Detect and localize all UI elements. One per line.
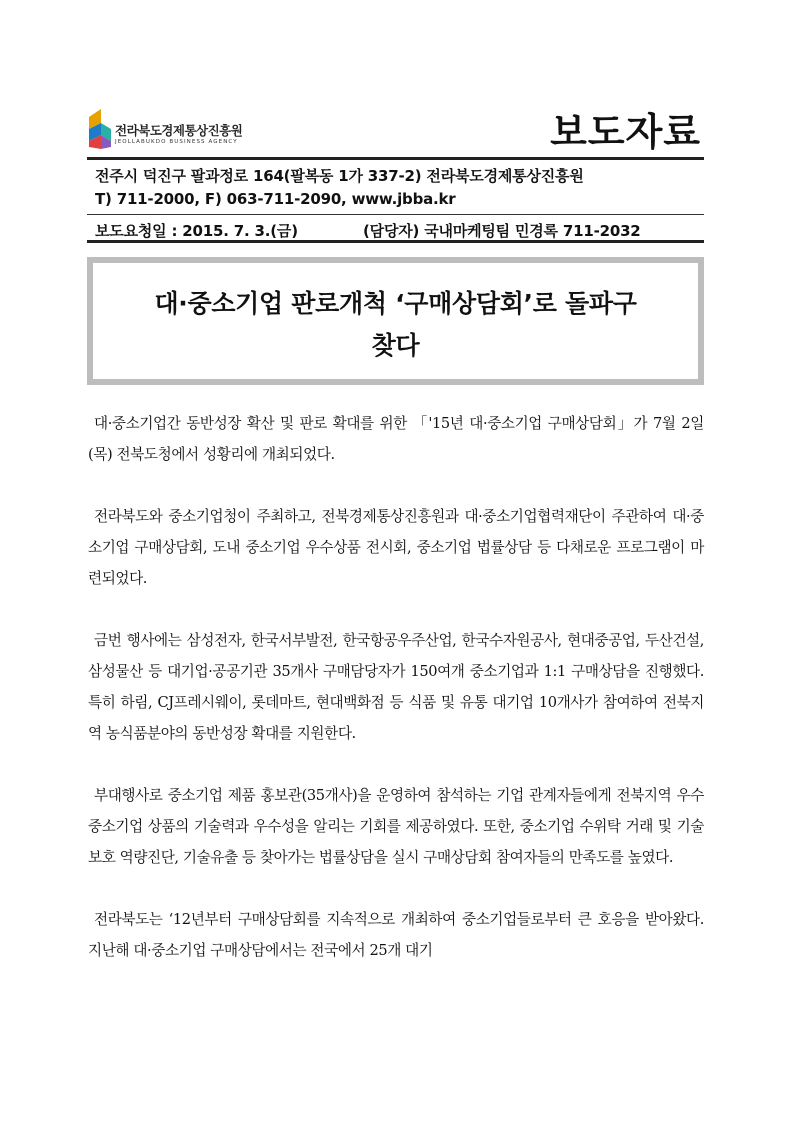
- agency-logo: [87, 107, 287, 155]
- contact-person: (담당자) 국내마케팅팀 민경록 711-2032: [363, 222, 641, 240]
- headline-box: [87, 257, 704, 385]
- paragraph: 대·중소기업간 동반성장 확산 및 판로 확대를 위한 「'15년 대·중소기업 구매상담회」가 7월 2일(목) 전북도청에서 성황리에 개최되었다.: [88, 415, 704, 463]
- headline-line-1: 대·중소기업 판로개척 ‘구매상담회’로 돌파구: [154, 289, 637, 318]
- contact-divider: [87, 214, 704, 215]
- address-line: 전주시 덕진구 팔과정로 164(팔복동 1가 337-2) 전라북도경제통상진흥원: [95, 167, 584, 185]
- paragraph: 금번 행사에는 삼성전자, 한국서부발전, 한국항공우주산업, 한국수자원공사, 현대중공업, 두산건설, 삼성물산 등 대기업·공공기관 35개사 구매담당자가 150여개 중소기업과 1:1 구매상담을 진행했다. 특히 하림, CJ프레시웨이, 롯데마트, 현대백화점 등 식품 및 유통 대기업 10개사가 참여하여 전북지역 농식품분야의 동반성장 확대를 지원한다.: [88, 632, 704, 742]
- document-type-title: 보도자료: [550, 110, 701, 154]
- request-date: 보도요청일 : 2015. 7. 3.(금): [95, 222, 298, 240]
- contact-info-box: [87, 157, 704, 243]
- org-name-en: JEOLLABUKDO BUSINESS AGENCY: [115, 139, 238, 145]
- paragraph: 부대행사로 중소기업 제품 홍보관(35개사)을 운영하여 참석하는 기업 관계자들에게 전북지역 우수 중소기업 상품의 기술력과 우수성을 알리는 기회를 제공하였다. 또한, 중소기업 수위탁 거래 및 기술보호 역량진단, 기술유출 등 찾아가는 법률상담을 실시 구매상담회 참여자들의 만족도를 높였다.: [88, 787, 704, 866]
- paragraph: 전라북도는 ‘12년부터 구매상담회를 지속적으로 개최하여 중소기업들로부터 큰 호응을 받아왔다. 지난해 대·중소기업 구매상담에서는 전국에서 25개 대기: [88, 911, 704, 959]
- headline-line-2: 찾다: [371, 331, 420, 360]
- org-name: 전라북도경제통상진흥원: [115, 123, 243, 138]
- agency-logo-icon: [87, 107, 113, 151]
- phone-fax-web-line: T) 711-2000, F) 063-711-2090, www.jbba.kr: [95, 190, 456, 208]
- paragraph: 전라북도와 중소기업청이 주최하고, 전북경제통상진흥원과 대·중소기업협력재단이 주관하여 대·중소기업 구매상담회, 도내 중소기업 우수상품 전시회, 중소기업 법률상담 등 다채로운 프로그램이 마련되었다.: [88, 508, 704, 587]
- article-body: [88, 408, 704, 997]
- headline: [93, 283, 698, 367]
